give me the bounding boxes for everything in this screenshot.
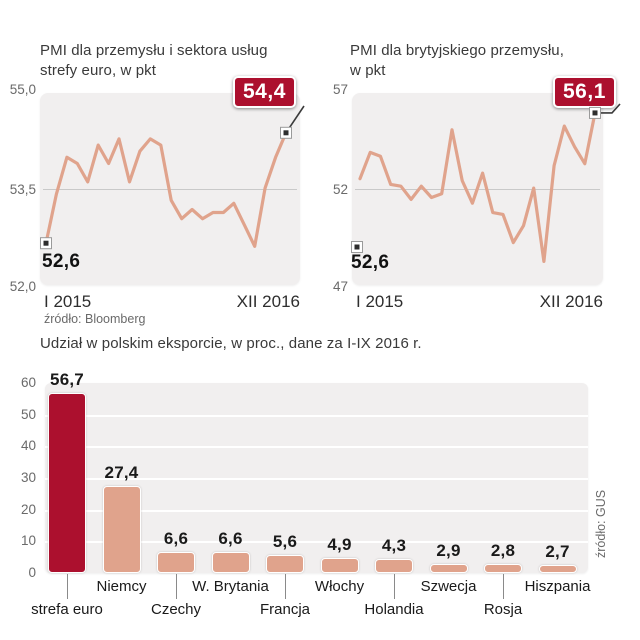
export-gridline (45, 446, 588, 448)
euro-end-value-badge: 54,4 (233, 76, 296, 108)
euro-y-tick-mid: 53,5 (9, 182, 36, 197)
export-bar-value-0: 56,7 (50, 370, 84, 390)
export-y-tick: 0 (28, 565, 36, 580)
uk-y-tick-top: 57 (332, 82, 348, 97)
export-bar-value-1: 27,4 (104, 463, 139, 483)
export-y-tick: 50 (20, 406, 36, 422)
export-bar-5 (321, 558, 359, 574)
euro-x-label-start: I 2015 (44, 292, 92, 311)
export-bar-value-5: 4,9 (327, 534, 352, 554)
uk-chart-title-line1: PMI dla brytyjskiego przemysłu, (350, 42, 565, 59)
source-gus: źródło: GUS (594, 489, 608, 558)
euro-chart-title-line2: strefy euro, w pkt (40, 62, 157, 79)
euro-y-tick-top: 55,0 (9, 82, 36, 97)
euro-chart-title (40, 41, 330, 81)
export-bar-value-3: 6,6 (218, 529, 243, 549)
uk-mid-gridline (355, 189, 600, 190)
uk-end-value-badge: 56,1 (553, 76, 616, 108)
export-bar-value-8: 2,8 (490, 541, 516, 561)
export-y-tick: 40 (20, 438, 36, 454)
euro-mid-gridline (43, 189, 297, 190)
export-bar-7 (430, 564, 468, 573)
export-bar-category-1: Niemcy (96, 578, 147, 595)
export-bar-8 (484, 564, 522, 573)
export-y-tick: 30 (20, 470, 36, 485)
export-bar-category-6: Holandia (364, 601, 424, 618)
export-bar-category-4: Francja (259, 601, 311, 618)
export-bar-category-2: Czechy (150, 601, 202, 618)
uk-x-label-start: I 2015 (356, 292, 404, 311)
euro-y-tick-bottom: 52,0 (9, 279, 36, 294)
export-y-tick: 10 (20, 533, 36, 549)
euro-start-value-label: 52,6 (42, 251, 81, 272)
export-bar-2 (157, 552, 195, 573)
uk-chart-title (350, 41, 640, 81)
export-bar-6 (375, 559, 413, 573)
export-bar-category-7: Szwecja (420, 578, 477, 595)
uk-y-tick-bottom: 47 (332, 279, 348, 294)
export-bar-category-0: strefa euro (31, 601, 103, 618)
export-bar-value-4: 5,6 (272, 532, 298, 552)
uk-chart-title-line2: w pkt (350, 62, 386, 79)
export-bar-0 (48, 393, 86, 573)
export-gridline (45, 415, 588, 417)
export-y-tick: 60 (20, 375, 36, 390)
export-y-tick: 20 (20, 501, 36, 517)
export-bar-category-3: W. Brytania (192, 578, 269, 595)
export-bar-value-7: 2,9 (436, 540, 461, 560)
export-bar-value-2: 6,6 (163, 529, 189, 549)
uk-y-tick-mid: 52 (332, 182, 348, 197)
export-bar-category-9: Hiszpania (524, 578, 591, 595)
euro-chart-title-line1: PMI dla przemysłu i sektora usług (40, 42, 268, 59)
export-bar-value-6: 4,3 (381, 536, 407, 556)
euro-x-label-end: XII 2016 (236, 292, 300, 311)
export-bar-value-9: 2,7 (545, 541, 570, 561)
source-bloomberg: źródło: Bloomberg (44, 312, 146, 326)
uk-start-value-label: 52,6 (351, 252, 390, 273)
export-bar-4 (266, 555, 304, 573)
export-chart-title: Udział w polskim eksporcie, w proc., dane za I-IX 2016 r. (40, 335, 422, 352)
export-bar-category-8: Rosja (483, 601, 523, 618)
export-bar-9 (539, 565, 577, 574)
export-bar-3 (212, 552, 250, 573)
export-bar-1 (103, 486, 141, 573)
export-bar-category-5: Włochy (314, 578, 365, 595)
uk-x-label-end: XII 2016 (539, 292, 603, 311)
